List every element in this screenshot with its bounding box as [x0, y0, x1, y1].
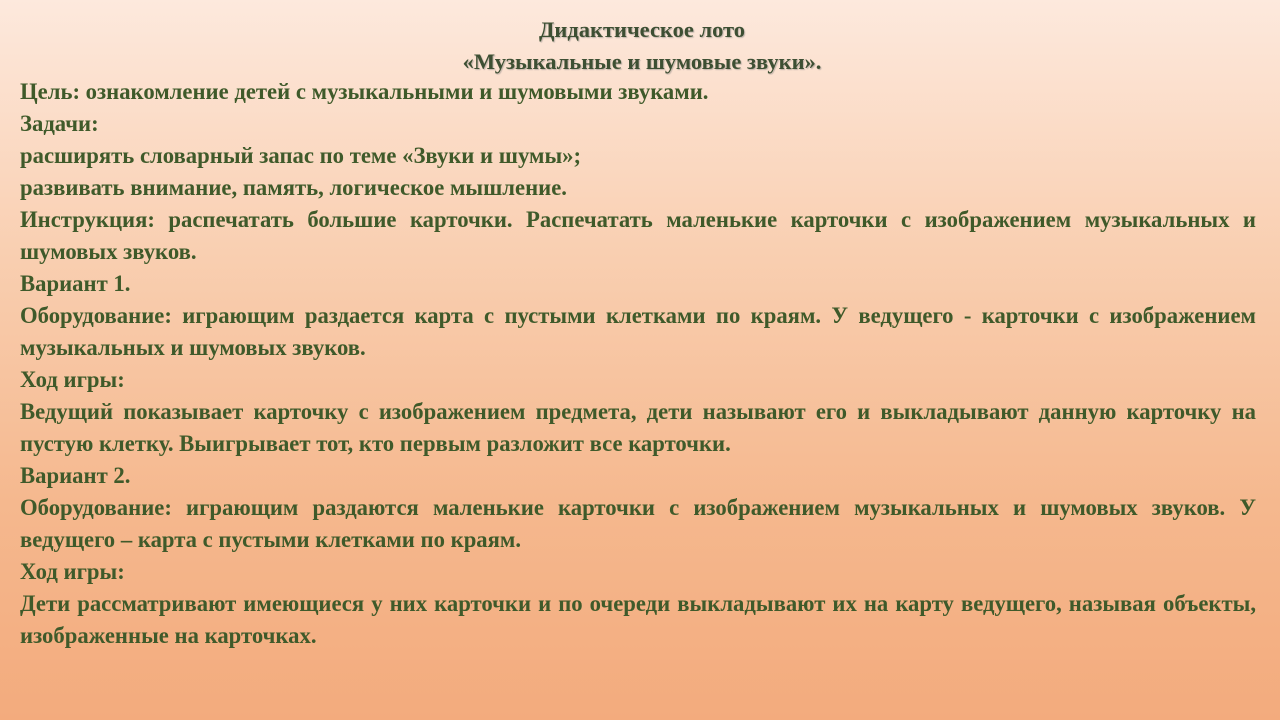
variant-2-heading: Вариант 2.	[20, 463, 131, 488]
tasks-heading: Задачи:	[20, 111, 99, 136]
title-line-1: Дидактическое лото	[538, 17, 746, 42]
variant-1-equipment: Оборудование: играющим раздается карта с пустыми клетками по краям. У ведущего - карточки с изображением музыкальных и шумовых звуков.	[20, 303, 1256, 360]
variant-2-gameplay: Дети рассматривают имеющиеся у них карточки и по очереди выкладывают их на карту ведущего, называя объекты, изображенные на карточках.	[20, 591, 1256, 648]
variant-1-gameplay-heading: Ход игры:	[20, 367, 125, 392]
goal-paragraph: Цель: ознакомление детей с музыкальными и шумовыми звуками.	[20, 79, 709, 104]
variant-2-gameplay-heading: Ход игры:	[20, 559, 125, 584]
instruction-paragraph: Инструкция: распечатать большие карточки. Распечатать маленькие карточки с изображением музыкальных и шумовых звуков.	[20, 207, 1256, 264]
slide-body	[20, 76, 1256, 652]
slide-title	[20, 14, 1256, 78]
variant-1-heading: Вариант 1.	[20, 271, 131, 296]
title-line-2: «Музыкальные и шумовые звуки».	[462, 49, 822, 74]
variant-1-gameplay: Ведущий показывает карточку с изображением предмета, дети называют его и выкладывают данную карточку на пустую клетку. Выигрывает тот, кто первым разложит все карточки.	[20, 399, 1256, 456]
variant-2-equipment: Оборудование: играющим раздаются маленькие карточки с изображением музыкальных и шумовых звуков. У ведущего – карта с пустыми клетками по краям.	[20, 495, 1256, 552]
task-item-vocabulary: расширять словарный запас по теме «Звуки и шумы»;	[20, 143, 582, 168]
task-item-attention: развивать внимание, память, логическое мышление.	[20, 175, 567, 200]
